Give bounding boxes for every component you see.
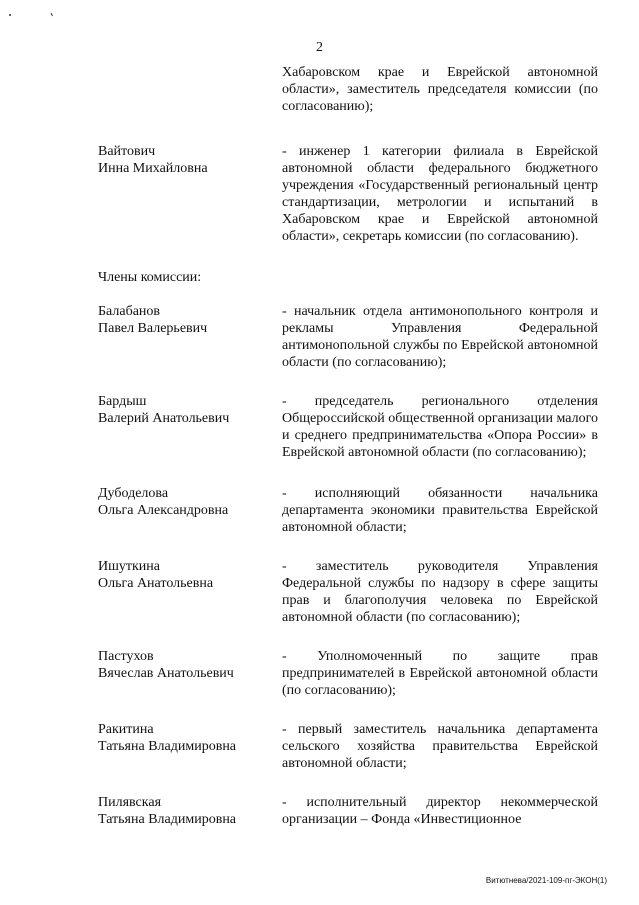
person-given-name: Инна Михайловна xyxy=(98,161,208,176)
member-row xyxy=(98,648,598,699)
person-given-name: Татьяна Владимировна xyxy=(98,812,237,827)
footer-document-code: Витютнева/2021-109-пг-ЭКОН(1) xyxy=(485,876,607,885)
continuation-row xyxy=(98,64,598,115)
document-body xyxy=(98,64,598,828)
person-description: - заместитель руководителя Управления Федеральной службы по надзору в сфере защиты прав и благополучия человека по Еврейской автономной области (по согласованию); xyxy=(282,559,598,625)
member-row xyxy=(98,303,598,371)
person-surname: Пилявская xyxy=(98,795,162,810)
person-description: - исполнительный директор некоммерческой организации – Фонда «Инвестиционное xyxy=(282,795,598,827)
person-surname: Бардыш xyxy=(98,394,147,409)
secretary-row xyxy=(98,143,598,245)
person-given-name: Вячеслав Анатольевич xyxy=(98,666,234,681)
person-name xyxy=(98,143,278,177)
person-surname: Ишуткина xyxy=(98,559,161,574)
person-name xyxy=(98,648,278,682)
members-heading: Члены комиссии: xyxy=(98,270,202,285)
member-row xyxy=(98,393,598,461)
person-surname: Ракитина xyxy=(98,722,154,737)
person-name xyxy=(98,303,278,337)
person-description: - начальник отдела антимонопольного контроля и рекламы Управления Федеральной антимонопольной службы по Еврейской автономной области (по согласованию); xyxy=(282,304,598,370)
person-name xyxy=(98,485,278,519)
person-name xyxy=(98,393,278,427)
person-surname: Вайтович xyxy=(98,144,156,159)
person-name xyxy=(98,794,278,828)
person-description: - председатель регионального отделения Общероссийской общественной организации малого и среднего предпринимательства «Опора России» в Еврейской автономной области (по согласованию); xyxy=(282,394,598,460)
person-description: - исполняющий обязанности начальника департамента экономики правительства Еврейской автономной области; xyxy=(282,486,598,535)
person-name xyxy=(98,721,278,755)
member-row xyxy=(98,721,598,772)
member-row xyxy=(98,485,598,536)
page-number: 2 xyxy=(316,40,323,55)
person-given-name: Ольга Александровна xyxy=(98,503,229,518)
person-description: - инженер 1 категории филиала в Еврейской автономной области федерального бюджетного учреждения «Государственный региональный центр стандартизации, метрологии и испытаний в Хабаровском крае и Еврейской автономной области», секретарь комиссии (по согласованию). xyxy=(282,144,598,244)
person-surname: Дубоделова xyxy=(98,486,169,501)
continuation-text: Хабаровском крае и Еврейской автономной области», заместитель председателя комиссии (по согласованию); xyxy=(282,65,598,114)
member-row xyxy=(98,558,598,626)
member-row xyxy=(98,794,598,828)
person-given-name: Павел Валерьевич xyxy=(98,321,208,336)
person-given-name: Валерий Анатольевич xyxy=(98,411,230,426)
person-given-name: Ольга Анатольевна xyxy=(98,576,214,591)
person-description: - первый заместитель начальника департамента сельского хозяйства правительства Еврейской автономной области; xyxy=(282,722,598,771)
person-surname: Балабанов xyxy=(98,304,161,319)
person-surname: Пастухов xyxy=(98,649,154,664)
person-name xyxy=(98,558,278,592)
person-description: - Уполномоченный по защите прав предпринимателей в Еврейской автономной области (по согласованию); xyxy=(282,649,598,698)
person-given-name: Татьяна Владимировна xyxy=(98,739,237,754)
scan-artifact-marks xyxy=(8,10,58,18)
